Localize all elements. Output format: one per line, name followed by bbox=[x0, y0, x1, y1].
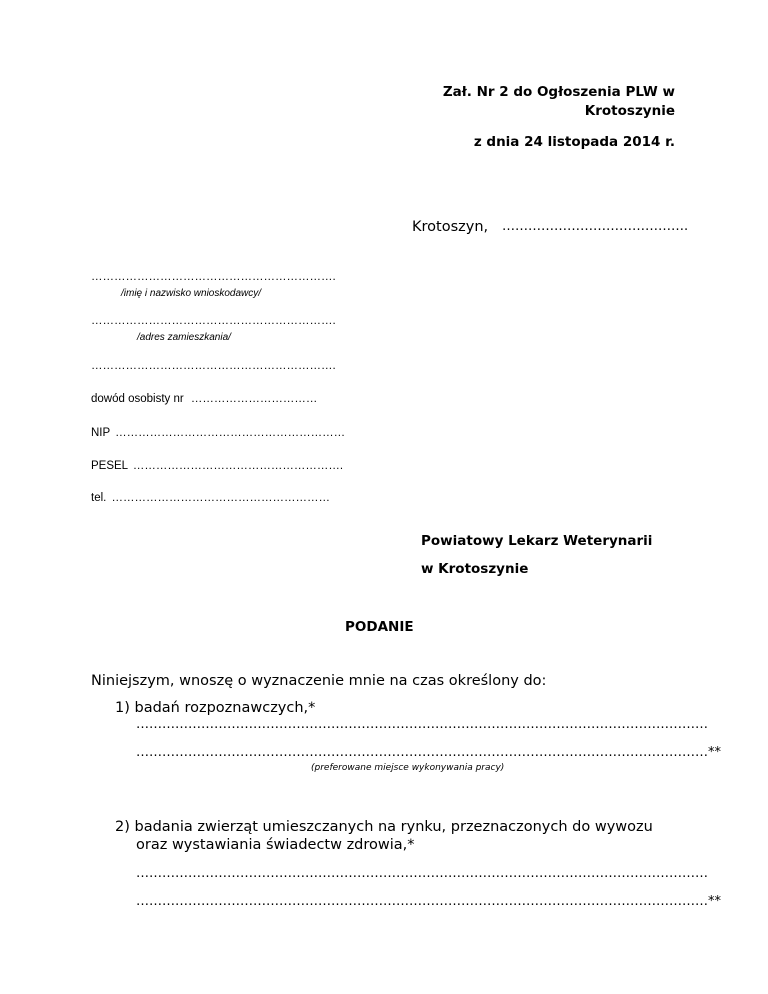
annex-date: z dnia 24 listopada 2014 r. bbox=[473, 134, 675, 150]
recipient-line2: w Krotoszynie bbox=[421, 561, 529, 577]
item-1-blank-a: …………………………………………………………………………………………………………………… bbox=[136, 717, 708, 732]
recipient-line1: Powiatowy Lekarz Weterynarii bbox=[421, 533, 653, 549]
item-2-blank-a: …………………………………………………………………………………………………………………… bbox=[136, 866, 708, 881]
pesel-label: PESEL bbox=[91, 460, 128, 472]
phone-field bbox=[91, 492, 331, 504]
document-title: PODANIE bbox=[345, 619, 414, 635]
annex-title-line2: Krotoszynie bbox=[584, 103, 675, 119]
item-1-blank-b: ……………………………………………………………………………………………………………………** bbox=[136, 745, 721, 760]
id-card-field bbox=[91, 393, 318, 405]
phone-blank: ………………………………………………… bbox=[111, 492, 331, 504]
annex-title-line1: Zał. Nr 2 do Ogłoszenia PLW w bbox=[442, 84, 675, 100]
pesel-blank: ………………………………………………. bbox=[132, 460, 344, 472]
item-1-caption: (preferowane miejsce wykonywania pracy) bbox=[311, 763, 505, 773]
item-1-label: 1) badań rozpoznawczych,* bbox=[115, 700, 316, 716]
nip-label: NIP bbox=[91, 427, 110, 439]
id-card-label: dowód osobisty nr bbox=[91, 393, 184, 405]
name-blank: ………………………………………………………. bbox=[91, 271, 336, 283]
id-card-blank: …………………………… bbox=[190, 393, 318, 405]
place-date-blank: ……………………………………. bbox=[502, 219, 689, 234]
intro-text: Niniejszym, wnoszę o wyznaczenie mnie na czas określony do: bbox=[91, 673, 547, 689]
pesel-field bbox=[91, 460, 344, 472]
address-caption: /adres zamieszkania/ bbox=[137, 332, 231, 343]
item-2-label-line2: oraz wystawiania świadectw zdrowia,* bbox=[136, 837, 415, 853]
name-caption: /imię i nazwisko wnioskodawcy/ bbox=[121, 288, 262, 299]
item-2-blank-b: ……………………………………………………………………………………………………………………** bbox=[136, 894, 721, 909]
place-city: Krotoszyn, bbox=[412, 219, 489, 235]
address-blank-2: ………………………………………………………. bbox=[91, 360, 336, 372]
nip-field bbox=[91, 427, 346, 439]
phone-label: tel. bbox=[91, 492, 107, 504]
address-blank: ………………………………………………………. bbox=[91, 315, 336, 327]
item-2-label-line1: 2) badania zwierząt umieszczanych na rynku, przeznaczonych do wywozu bbox=[115, 819, 653, 835]
nip-blank: …………………………………………………… bbox=[115, 427, 346, 439]
